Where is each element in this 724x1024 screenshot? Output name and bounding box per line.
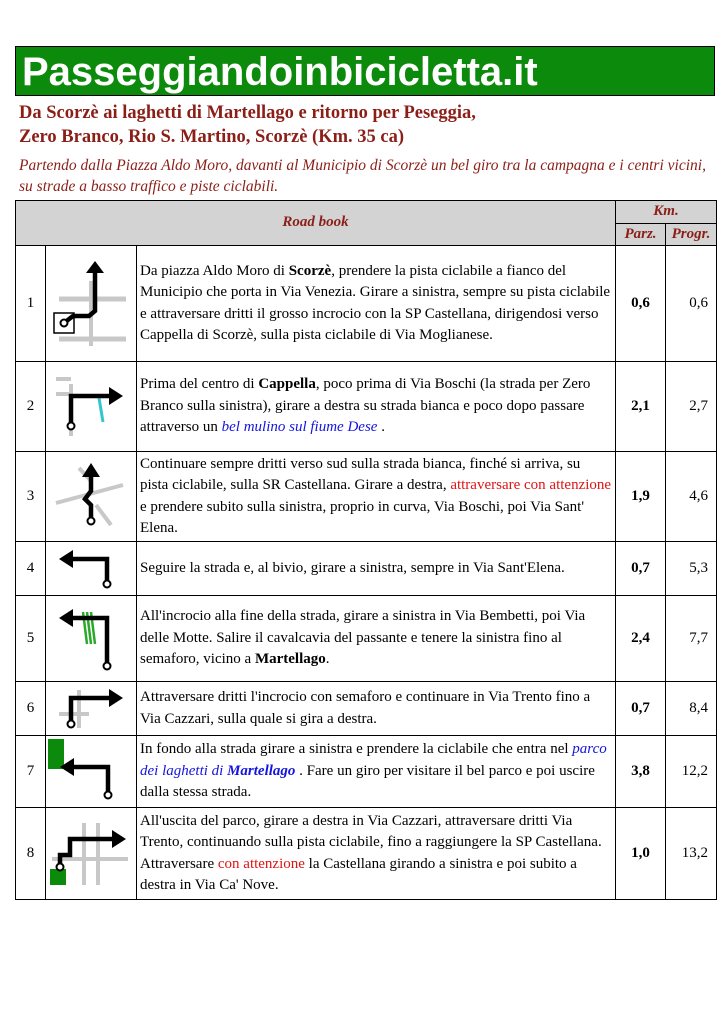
step-number: 2 xyxy=(16,362,46,452)
partial-km: 0,6 xyxy=(616,246,666,362)
park-link: parco dei laghetti di xyxy=(140,741,607,779)
km-header: Km. xyxy=(616,201,717,224)
step-description: Seguire la strada e, al bivio, girare a sinistra, sempre in Via Sant'Elena. xyxy=(137,542,616,596)
route-arrow-icon-5 xyxy=(46,596,137,682)
step-number: 7 xyxy=(16,736,46,808)
step-number: 5 xyxy=(16,596,46,682)
step-description: Da piazza Aldo Moro di Scorzè, prendere la pista ciclabile a fianco del Municipio che porta in Via Venezia. Girare a sinistra, sempre su pista ciclabile e attraversare dritti il grosso incrocio con la SP Castellana, dirigendosi verso Cappella di Scorzè, sulla pista ciclabile di Via Moglianese. xyxy=(137,246,616,362)
route-arrow-icon-1 xyxy=(46,246,137,362)
parz-header: Parz. xyxy=(616,223,666,246)
route-subtitle-line1: Da Scorzè ai laghetti di Martellago e ritorno per Peseggia, xyxy=(19,103,476,123)
table-row xyxy=(16,808,717,900)
progressive-km: 5,3 xyxy=(666,542,717,596)
road-book-title: Road book xyxy=(16,201,616,246)
route-subtitle-line2: Zero Branco, Rio S. Martino, Scorzè (Km. 35 ca) xyxy=(19,127,404,147)
step-description: Continuare sempre dritti verso sud sulla strada bianca, finché si arriva, su pista ciclabile, sulla SR Castellana. Girare a destra, attraversare con attenzione e prendere subito sulla sinistra, proprio in curva, Via Boschi, poi Via Sant' Elena. xyxy=(137,452,616,542)
mill-link: bel mulino sul fiume Dese xyxy=(221,419,378,436)
step-description: All'incrocio alla fine della strada, girare a sinistra in Via Bembetti, poi Via delle Motte. Salire il cavalcavia del passante e tenere la sinistra fino al semaforo, vicino a Martellago. xyxy=(137,596,616,682)
step-number: 1 xyxy=(16,246,46,362)
route-arrow-icon-3 xyxy=(46,452,137,542)
partial-km: 2,4 xyxy=(616,596,666,682)
table-row xyxy=(16,596,717,682)
step-description: Prima del centro di Cappella, poco prima di Via Boschi (la strada per Zero Branco sulla sinistra), girare a destra su strada bianca e poco dopo passare attraverso un bel mulino sul fiume Dese . xyxy=(137,362,616,452)
road-book-table xyxy=(15,200,717,900)
progressive-km: 8,4 xyxy=(666,682,717,736)
route-arrow-icon-2 xyxy=(46,362,137,452)
caution-text: attraversare con attenzione xyxy=(450,477,612,493)
partial-km: 0,7 xyxy=(616,542,666,596)
step-number: 4 xyxy=(16,542,46,596)
route-arrow-icon-4 xyxy=(46,542,137,596)
partial-km: 1,0 xyxy=(616,808,666,900)
partial-km: 2,1 xyxy=(616,362,666,452)
step-description: All'uscita del parco, girare a destra in Via Cazzari, attraversare dritti Via Trento, continuando sulla pista ciclabile, fino a raggiungere la SP Castellana. Attraversare con attenzione la Castellana girando a sinistra e poi subito a destra in Via Ca' Nove. xyxy=(137,808,616,900)
route-subtitle xyxy=(19,101,709,149)
route-arrow-icon-7 xyxy=(46,736,137,808)
progressive-km: 4,6 xyxy=(666,452,717,542)
partial-km: 0,7 xyxy=(616,682,666,736)
progressive-km: 2,7 xyxy=(666,362,717,452)
step-number: 8 xyxy=(16,808,46,900)
step-number: 3 xyxy=(16,452,46,542)
progressive-km: 12,2 xyxy=(666,736,717,808)
site-title: Passeggiandoinbicicletta.it xyxy=(22,50,538,94)
route-intro: Partendo dalla Piazza Aldo Moro, davanti al Municipio di Scorzè un bel giro tra la campagna e i centri vicini, su strade a basso traffico e piste ciclabili. xyxy=(19,157,706,195)
table-row xyxy=(16,452,717,542)
table-row xyxy=(16,246,717,362)
progressive-km: 7,7 xyxy=(666,596,717,682)
step-description: In fondo alla strada girare a sinistra e prendere la ciclabile che entra nel parco dei laghetti di Martellago . Fare un giro per visitare il bel parco e poi uscire dalla stessa strada. xyxy=(137,736,616,808)
progressive-km: 0,6 xyxy=(666,246,717,362)
site-banner xyxy=(15,46,715,96)
table-row xyxy=(16,362,717,452)
caution-text: con attenzione xyxy=(217,855,305,872)
route-arrow-icon-6 xyxy=(46,682,137,736)
step-number: 6 xyxy=(16,682,46,736)
partial-km: 3,8 xyxy=(616,736,666,808)
table-row xyxy=(16,736,717,808)
table-row xyxy=(16,542,717,596)
progressive-km: 13,2 xyxy=(666,808,717,900)
progr-header: Progr. xyxy=(666,223,717,246)
step-description: Attraversare dritti l'incrocio con semaforo e continuare in Via Trento fino a Via Cazzari, sulla quale si gira a destra. xyxy=(137,682,616,736)
partial-km: 1,9 xyxy=(616,452,666,542)
martellago-link: Martellago xyxy=(227,762,296,779)
table-row xyxy=(16,682,717,736)
table-header-row xyxy=(16,201,717,224)
route-arrow-icon-8 xyxy=(46,808,137,900)
